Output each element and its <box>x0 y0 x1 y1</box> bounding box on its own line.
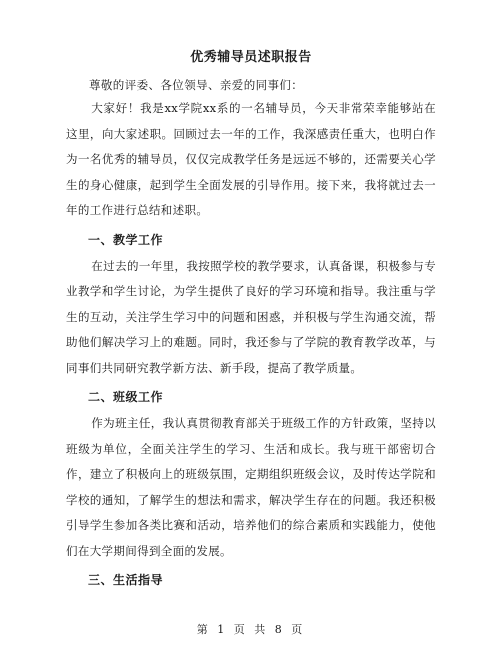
page-number-footer: 第 1 页 共 8 页 <box>196 623 306 636</box>
salutation: 尊敬的评委、各位领导、亲爱的同事们： <box>89 78 304 92</box>
section-heading-teaching: 一、教学工作 <box>88 232 164 247</box>
intro-paragraph: 大家好！我是xx学院xx系的一名辅导员，今天非常荣幸能够站在这里，向大家述职。回顾过去一年的工作，我深感责任重大，也明白作为一名优秀的辅导员，仅仅完成教学任务是远远不够的，还需要关心学生的身心健康，起到学生全面发展的引导作用。接下来，我将就过去一年的工作进行总结和述职。 <box>66 101 436 217</box>
section-body-class: 作为班主任，我认真贯彻教育部关于班级工作的方针政策，坚持以班级为单位，全面关注学生的学习、生活和成长。我与班干部密切合作，建立了积极向上的班级氛围，定期组织班级会议，及时传达学院和学校的通知，了解学生的想法和需求，解决学生存在的问题。我还积极引导学生参加各类比赛和活动，培养他们的综合素质和实践能力，使他们在大学期间得到全面的发展。 <box>66 416 436 558</box>
section-heading-life: 三、生活指导 <box>88 573 164 587</box>
section-body-teaching: 在过去的一年里，我按照学校的教学要求，认真备课，积极参与专业教学和学生讨论，为学生提供了良好的学习环境和指导。我注重与学生的互动，关注学生学习中的问题和困惑，并积极与学生沟通交流，帮助他们解决学习上的难题。同时，我还参与了学院的教育教学改革，与同事们共同研究教学新方法、新手段，提高了教学质量。 <box>66 258 436 375</box>
document-title: 优秀辅导员述职报告 <box>190 50 312 65</box>
section-heading-class: 二、班级工作 <box>88 390 164 404</box>
